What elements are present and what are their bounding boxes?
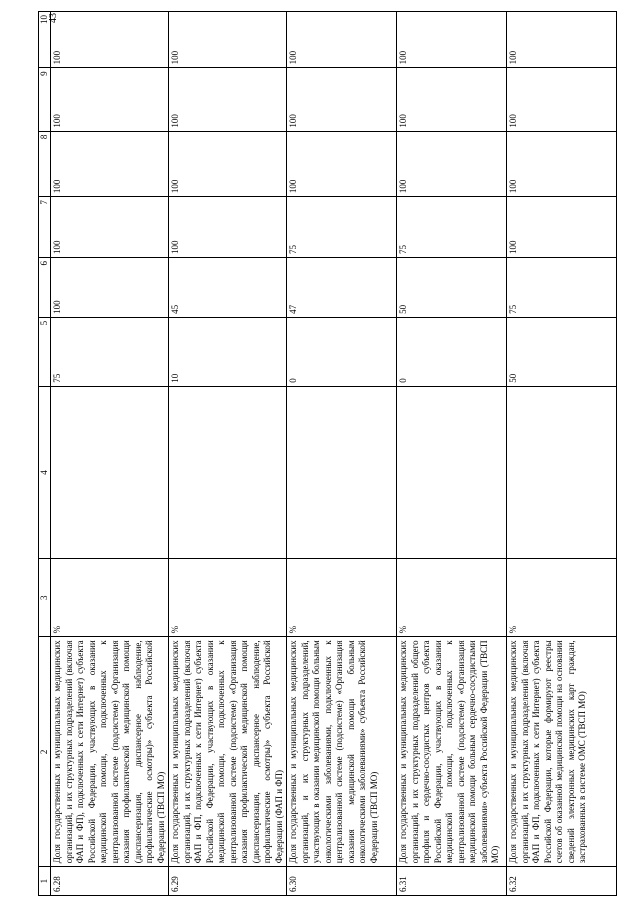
row-value-4 [169, 386, 287, 558]
row-value-8: 100 [287, 131, 397, 197]
row-unit: % [397, 559, 507, 637]
page-number: 43 [48, 13, 59, 23]
header-cell: 7 [39, 197, 51, 258]
row-unit: % [169, 559, 287, 637]
row-indicator-text: Доля государственных и муниципальных медицинских организаций, и их структурных подразделений (включая ФАП и ФП), подключенных к сети Интернет) субъекта Российской Федерации, участвующих в оказании медицинской помощи, подключенных к централизованной системе (подсистеме) «Организация оказания профилактической медицинской помощи (диспансеризация, диспансерное наблюдение, профилактические осмотры)» субъекта Российской Федерации (ТВСП МО) [51, 637, 169, 867]
row-value-5: 75 [51, 317, 169, 386]
row-value-7: 75 [397, 197, 507, 258]
row-id: 6.29 [169, 867, 287, 896]
row-indicator-text: Доля государственных и муниципальных медицинских организаций, и их структурных подразделений (включая ФАП и ФП, подключенных к сети Интернет) субъекта Российской Федерации, которые формируют реестры счетов об оказанной медицинской помощи на основании сведений электронных медицинских карт граждан, застрахованных в системе ОМС (ТВСП МО) [507, 637, 617, 867]
header-cell: 2 [39, 637, 51, 867]
header-row [39, 12, 51, 896]
row-value-8: 100 [51, 131, 169, 197]
row-value-5: 0 [287, 317, 397, 386]
row-value-7: 100 [507, 197, 617, 258]
table-row [397, 12, 507, 896]
header-cell: 5 [39, 317, 51, 386]
table-row [287, 12, 397, 896]
row-value-9: 100 [169, 68, 287, 131]
indicators-table [38, 11, 617, 896]
row-value-9: 100 [397, 68, 507, 131]
row-value-8: 100 [397, 131, 507, 197]
row-indicator-text: Доля государственных и муниципальных медицинских организаций, и их структурных подразделений, участвующих в оказании медицинской помощи больным онкологическими заболеваниями, подключенных к централизованной системе (подсистеме) «Организация оказания медицинской помощи больным онкологическими заболеваниями» субъекта Российской Федерации (ТВСП МО) [287, 637, 397, 867]
row-value-6: 45 [169, 258, 287, 318]
row-value-9: 100 [287, 68, 397, 131]
row-value-4 [397, 386, 507, 558]
row-id: 6.28 [51, 867, 169, 896]
header-cell: 6 [39, 258, 51, 318]
row-value-4 [51, 386, 169, 558]
row-value-5: 0 [397, 317, 507, 386]
row-indicator-text: Доля государственных и муниципальных медицинских организаций, и их структурных подразделений общего профиля и сердечно-сосудистых центров субъекта Российской Федерации, участвующих в оказании медицинской помощи, подключенных к централизованной системе (подсистеме) «Организация медицинской помощи больным сердечно-сосудистыми заболеваниями» субъекта Российской Федерации (ТВСП МО) [397, 637, 507, 867]
row-value-9: 100 [507, 68, 617, 131]
row-id: 6.32 [507, 867, 617, 896]
row-unit: % [507, 559, 617, 637]
header-cell: 1 [39, 867, 51, 896]
row-value-7: 100 [169, 197, 287, 258]
row-value-4 [507, 386, 617, 558]
table-row [169, 12, 287, 896]
rotated-document-page [38, 11, 608, 896]
table-row [507, 12, 617, 896]
row-value-6: 100 [51, 258, 169, 318]
row-value-10: 100 [287, 12, 397, 68]
table-row [51, 12, 169, 896]
header-cell: 8 [39, 131, 51, 197]
row-value-7: 100 [51, 197, 169, 258]
row-value-9: 100 [51, 68, 169, 131]
row-value-7: 75 [287, 197, 397, 258]
row-value-6: 50 [397, 258, 507, 318]
row-indicator-text: Доля государственных и муниципальных медицинских организаций, и их структурных подразделений (включая ФАП и ФП, подключенных к сети Интернет) субъекта Российской Федерации, участвующих в оказании медицинской помощи, подключенных к централизованной системе (подсистеме) «Организация оказания профилактической медицинской помощи (диспансеризация, диспансерное наблюдение, профилактические осмотры)» субъекта Российской Федерации (ФАП и ФП) [169, 637, 287, 867]
row-unit: % [51, 559, 169, 637]
row-value-8: 100 [169, 131, 287, 197]
header-cell: 4 [39, 386, 51, 558]
row-value-6: 47 [287, 258, 397, 318]
row-value-10: 100 [397, 12, 507, 68]
row-value-10: 100 [51, 12, 169, 68]
row-id: 6.31 [397, 867, 507, 896]
header-cell: 10 [39, 12, 51, 68]
row-value-10: 100 [169, 12, 287, 68]
row-id: 6.30 [287, 867, 397, 896]
row-value-10: 100 [507, 12, 617, 68]
row-value-8: 100 [507, 131, 617, 197]
row-value-4 [287, 386, 397, 558]
row-value-6: 75 [507, 258, 617, 318]
header-cell: 3 [39, 559, 51, 637]
header-cell: 9 [39, 68, 51, 131]
row-value-5: 50 [507, 317, 617, 386]
row-value-5: 10 [169, 317, 287, 386]
row-unit: % [287, 559, 397, 637]
